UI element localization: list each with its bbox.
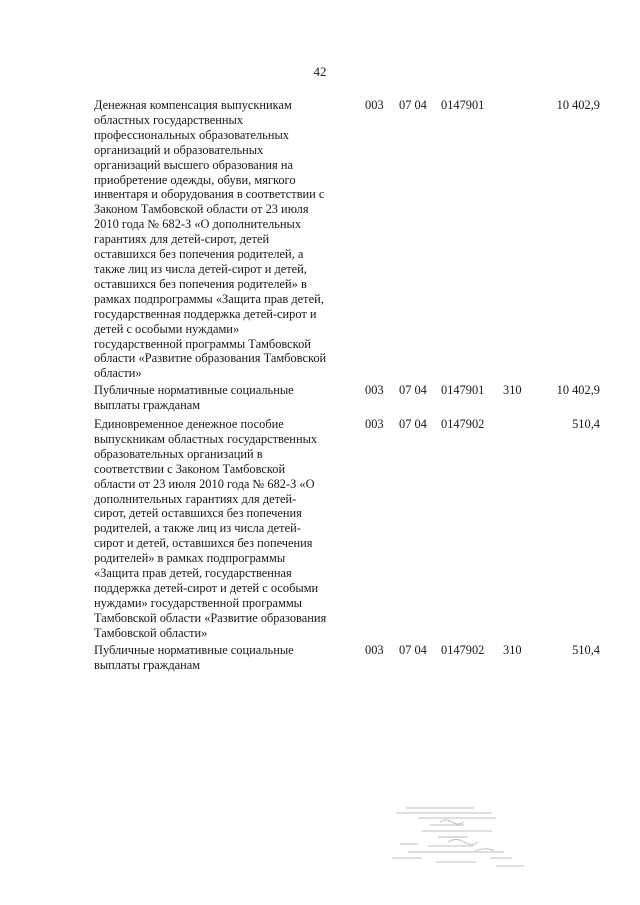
row-description: Публичные нормативные социальные выплаты гражданам — [94, 643, 294, 672]
expense-type-code: 310 — [503, 383, 522, 397]
ministry-code: 003 — [365, 417, 384, 431]
section-code: 07 04 — [399, 417, 427, 431]
section-code: 07 04 — [399, 643, 427, 657]
target-code: 0147901 — [441, 98, 485, 112]
ministry-code: 003 — [365, 98, 384, 112]
target-code: 0147902 — [441, 643, 485, 657]
page-number: 42 — [313, 64, 327, 79]
expense-type-code: 310 — [503, 643, 522, 657]
sum-value: 510,4 — [572, 643, 600, 657]
faded-stamp — [378, 800, 538, 870]
ministry-code: 003 — [365, 383, 384, 397]
sum-value: 10 402,9 — [556, 383, 600, 397]
ministry-code: 003 — [365, 643, 384, 657]
section-code: 07 04 — [399, 383, 427, 397]
row-description: Денежная компенсация выпускникам областных государственных профессиональных образовательных организаций и образовательных организаций высшего образования на приобретение одежды, обуви, мягкого инвентаря и оборудования в соответствии с Законом Тамбовской области от 23 июля 2010 года № 682-З «О дополнительных гарантиях для детей-сирот, детей оставшихся без попечения родителей, а также лиц из числа детей-сирот и детей, оставшихся без попечения родителей» в рамках подпрограммы «Защита прав детей, государственная поддержка детей-сирот и детей с особыми нуждами» государственной программы Тамбовской области «Развитие образования Тамбовской области» — [94, 98, 327, 381]
row-description: Публичные нормативные социальные выплаты гражданам — [94, 383, 294, 412]
row-description: Единовременное денежное пособие выпускникам областных государственных образовательных организаций в соответствии с Законом Тамбовской области от 23 июля 2010 года № 682-З «О дополнительных гарантиях для детей- сирот, детей оставшихся без попечения родителей, а также лиц из числа детей- сирот и детей, оставшихся без попечения родителей» в рамках подпрограммы «Защита прав детей, государственная поддержка детей-сирот и детей с особыми нуждами» государственной программы Тамбовской области «Развитие образования Тамбовской области» — [94, 417, 327, 640]
sum-value: 10 402,9 — [556, 98, 600, 112]
sum-value: 510,4 — [572, 417, 600, 431]
section-code: 07 04 — [399, 98, 427, 112]
target-code: 0147901 — [441, 383, 485, 397]
target-code: 0147902 — [441, 417, 485, 431]
